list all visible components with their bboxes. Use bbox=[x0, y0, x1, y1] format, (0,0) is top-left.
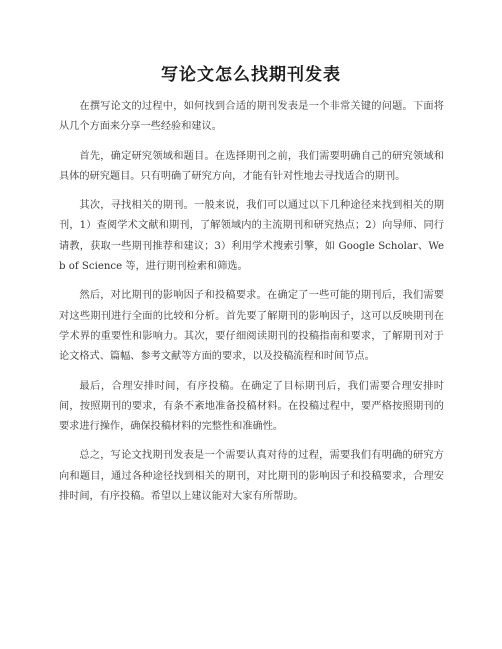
paragraph-step-1: 首先，确定研究领域和题目。在选择期刊之前，我们需要明确自己的研究领域和具体的研究题目。只有明确了研究方向，才能有针对性地去寻找适合的期刊。 bbox=[59, 150, 444, 182]
paragraph-intro: 在撰写论文的过程中，如何找到合适的期刊发表是一个非常关键的问题。下面将从几个方面来分享一些经验和建议。 bbox=[59, 101, 444, 133]
document-body bbox=[59, 97, 444, 516]
paragraph-step-3: 然后，对比期刊的影响因子和投稿要求。在确定了一些可能的期刊后，我们需要对这些期刊进行全面的比较和分析。首先要了解期刊的影响因子，这可以反映期刊在学术界的重要性和影响力。其次，要仔细阅读期刊的投稿指南和要求，了解期刊对于论文格式、篇幅、参考文献等方面的要求，以及投稿流程和时间节点。 bbox=[59, 290, 444, 363]
document-title: 写论文怎么找期刊发表 bbox=[161, 65, 341, 85]
paragraph-step-2: 其次，寻找相关的期刊。一般来说，我们可以通过以下几种途径来找到相关的期刊，1）查阅学术文献和期刊，了解领域内的主流期刊和研究热点；2）向导师、同行请教，获取一些期刊推荐和建议；3）利用学术搜索引擎，如 Google Scholar、Web of Science 等，进行期刊检索和筛选。 bbox=[59, 200, 444, 273]
paragraph-step-4: 最后，合理安排时间，有序投稿。在确定了目标期刊后，我们需要合理安排时间，按照期刊的要求，有条不紊地准备投稿材料。在投稿过程中，要严格按照期刊的要求进行操作，确保投稿材料的完整性和准确性。 bbox=[59, 380, 444, 433]
paragraph-conclusion: 总之，写论文找期刊发表是一个需要认真对待的过程，需要我们有明确的研究方向和题目，通过各种途径找到相关的期刊，对比期刊的影响因子和投稿要求，合理安排时间，有序投稿。希望以上建议能对大家有所帮助。 bbox=[59, 450, 444, 503]
